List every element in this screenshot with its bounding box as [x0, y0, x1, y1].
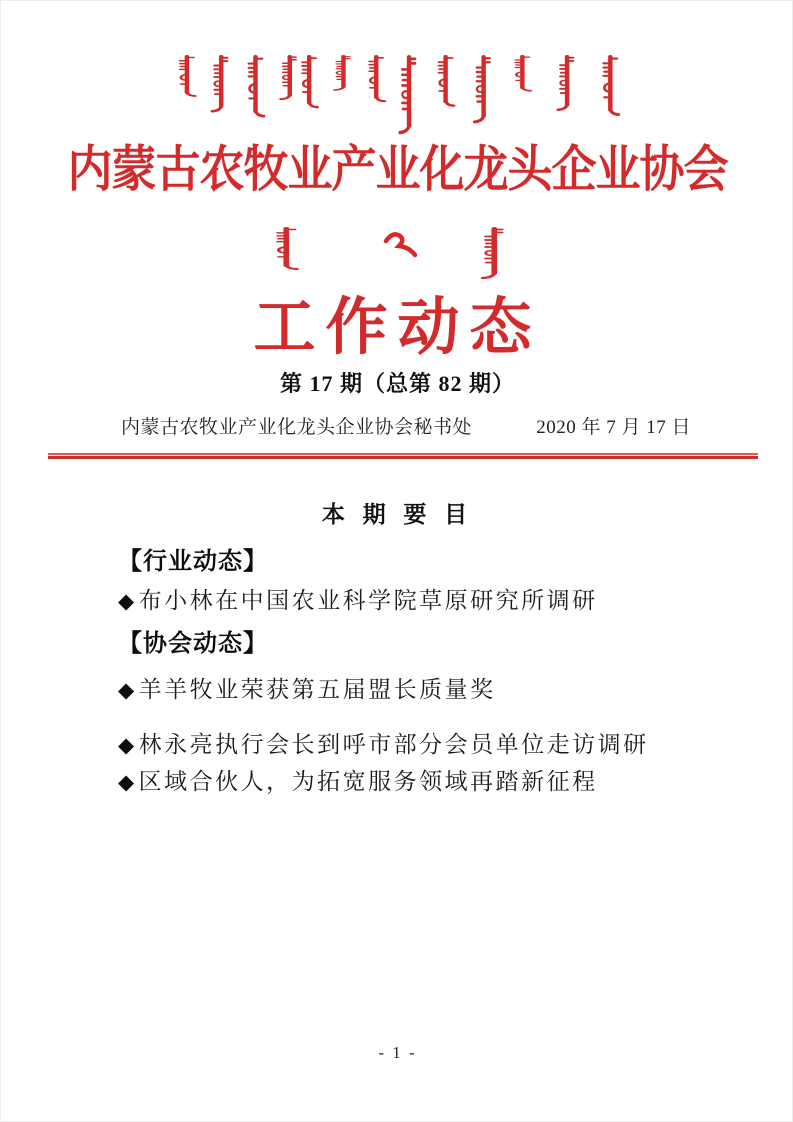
publisher-name: 内蒙古农牧业产业化龙头企业协会秘书处 [121, 417, 473, 438]
toc-heading: 本 期 要 目 [321, 502, 474, 527]
mongolian-word [483, 229, 502, 279]
mongolian-word [370, 56, 385, 101]
diamond-bullet-icon: ◆ [118, 678, 137, 702]
mongolian-word [516, 56, 531, 91]
toc-section-association: 【协会动态】 [118, 630, 268, 657]
toc-item-text: 羊羊牧业荣获第五届盟长质量奖 [138, 677, 496, 702]
diamond-bullet-icon: ◆ [118, 770, 137, 794]
mongolian-word [475, 57, 490, 122]
mongolian-word [302, 57, 317, 108]
diamond-bullet-icon: ◆ [118, 733, 137, 757]
page-number: - 1 - [378, 1043, 417, 1062]
bulletin-title: 工作动态 [253, 294, 542, 362]
toc-item-text: 区域合伙人，为拓宽服务领域再踏新征程 [138, 769, 598, 794]
publish-date: 2020 年 7 月 17 日 [536, 417, 691, 438]
toc-item [118, 582, 598, 615]
toc-item-text: 林永亮执行会长到呼市部分会员单位走访调研 [138, 732, 649, 757]
mongolian-word [439, 57, 454, 106]
mongolian-word [249, 57, 264, 116]
toc-item [118, 726, 649, 759]
mongolian-word [278, 228, 297, 269]
mongolian-word [180, 56, 195, 96]
mongolian-word [558, 57, 573, 110]
mongolian-word [281, 56, 296, 99]
mongolian-script-row-top [1, 55, 793, 137]
mongolian-word [212, 57, 227, 112]
toc-item [118, 763, 598, 796]
mongolian-script-top-svg [1, 55, 793, 137]
mongolian-word [604, 57, 619, 115]
mongolian-word [400, 57, 415, 132]
mongolian-word [386, 234, 415, 255]
diamond-bullet-icon: ◆ [118, 589, 137, 613]
toc-section-industry: 【行业动态】 [118, 548, 268, 575]
org-name-title: 内蒙古农牧业产业化龙头企业协会 [67, 142, 728, 198]
red-header-rule [48, 453, 758, 459]
issue-number: 第 17 期（总第 82 期） [279, 371, 515, 396]
rule-thick-line [48, 456, 758, 459]
publisher-row [121, 412, 691, 439]
toc-item-text: 布小林在中国农业科学院草原研究所调研 [138, 588, 598, 613]
toc-item [118, 671, 496, 704]
mongolian-word [335, 56, 350, 90]
